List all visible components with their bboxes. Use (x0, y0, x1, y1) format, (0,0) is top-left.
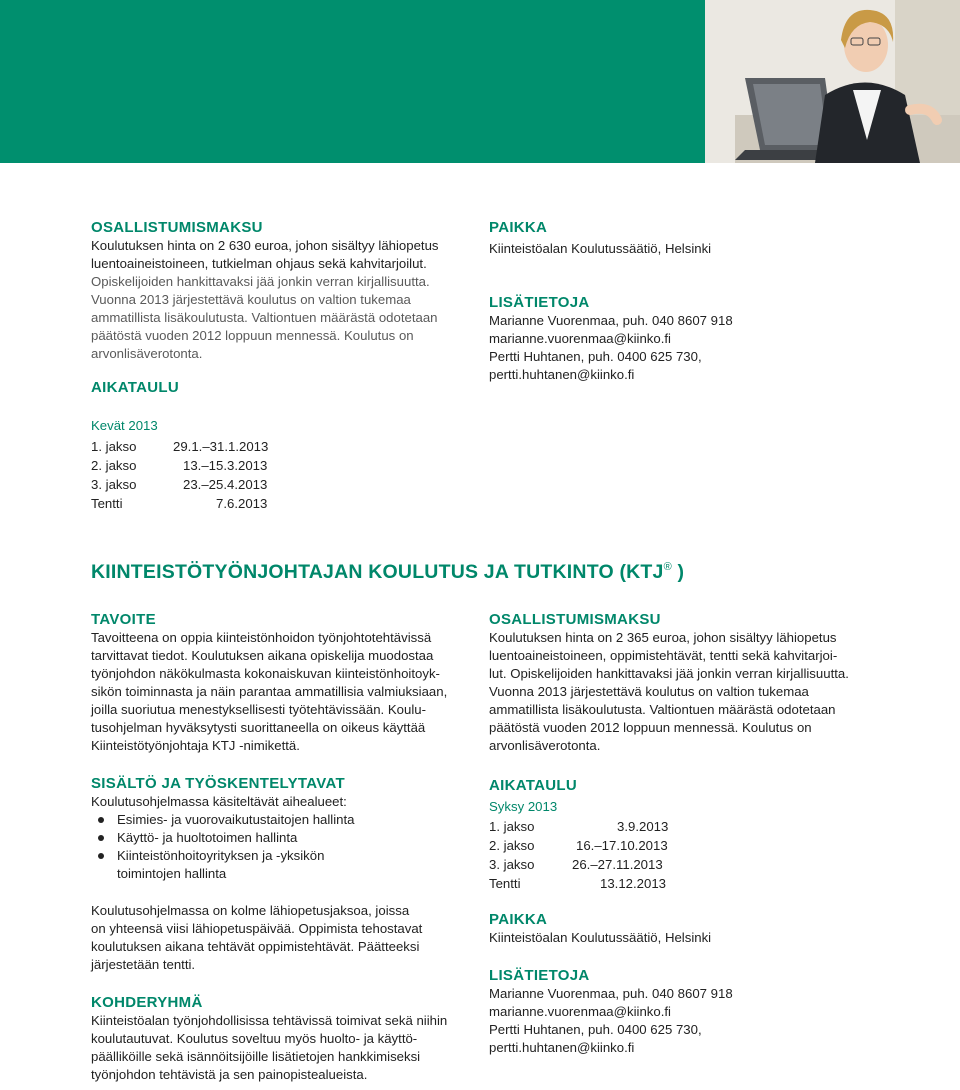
schedule-row: 3. jakso 23.–25.4.2013 (91, 477, 268, 492)
bottom-right-column (489, 611, 889, 1057)
schedule-season: Syksy 2013 (489, 799, 558, 814)
goal-heading: TAVOITE (91, 611, 156, 628)
contact-info: Marianne Vuorenmaa, puh. 040 8607 918 marianne.vuorenmaa@kiinko.fi Pertti Huhtanen, puh. 0400 625 730, pertti.huhtanen@kiinko.fi (489, 313, 733, 382)
schedule-row: 2. jakso 16.–17.10.2013 (489, 838, 668, 853)
content-heading: SISÄLTÖ JA TYÖSKENTELYTAVAT (91, 775, 345, 792)
place-text: Kiinteistöalan Koulutussäätiö, Helsinki (489, 241, 712, 256)
list-item: Esimies- ja vuorovaikutustaitojen hallinta (117, 811, 481, 829)
schedule-row: 2. jakso 13.–15.3.2013 (91, 458, 268, 473)
schedule-row: Tentti 7.6.2013 (91, 496, 268, 511)
schedule-row: 1. jakso 3.9.2013 (489, 819, 669, 834)
place-text: Kiinteistöalan Koulutussäätiö, Helsinki (489, 930, 712, 945)
fee-text: Koulutuksen hinta on 2 365 euroa, johon sisältyy lähiopetus luentoaineistoineen, oppimistehtävät, tentti sekä kahvitarjoi- lut. Opiskelijoiden hankittavaksi jää jonkin verran kirjallisuutta. Vuonna 2013 järjestettävä koulutus on valtion tukemaa ammatillista lisäkoulutusta. Valtiontuen määrästä odotetaan päätöstä vuoden 2012 loppuun mennessä. Koulutus on arvonlisäverotonta. (489, 630, 849, 753)
fee-text: Koulutuksen hinta on 2 630 euroa, johon sisältyy lähiopetus luentoaineistoineen, tutkielman ohjaus sekä kahvitarjoilut. Opiskelijoiden hankittavaksi jää jonkin verran kirjallisuutta. Vuonna 2013 järjestettävä koulutus on valtion tukemaa ammatillista lisäkoulutusta. Valtiontuen määrästä odotetaan päätöstä vuoden 2012 loppuun mennessä. Koulutus on arvonlisäverotonta. (91, 238, 439, 361)
target-text: Kiinteistöalan työnjohdollisissa tehtävissä toimivat sekä niihin koulutautuvat. Koulutus soveltuu myös huolto- ja käyttö- päälliköille sekä isännöitsijöille lisätietojen hankkimiseksi työnjohdon tehtävistä ja sen painopistealueista. (91, 1013, 448, 1082)
content-list (91, 811, 481, 883)
target-heading: KOHDERYHMÄ (91, 994, 203, 1011)
bottom-left-column (91, 611, 481, 1084)
header-banner (0, 0, 705, 163)
schedule-list (91, 437, 471, 513)
schedule-row: Tentti 13.12.2013 (489, 876, 667, 891)
goal-text: Tavoitteena on oppia kiinteistönhoidon työnjohtotehtävissä tarvittavat tiedot. Koulutuksen aikana opiskelija muodostaa työnjohdon näkökulmasta kokonaiskuvan kiinteistönhoitoyk- sikön toiminnasta ja näin parantaa ammatillisia valmiuksiaan, joilla suoriutua menestyksellisesti työtehtävissään. Koulu- tusohjelman hyväksytysti suorittaneella on oikeus käyttää Kiinteistötyönjohtaja KTJ -nimikettä. (91, 630, 448, 753)
list-item: Kiinteistönhoitoyrityksen ja -yksikön toimintojen hallinta (117, 847, 481, 883)
info-heading: LISÄTIETOJA (489, 294, 590, 311)
schedule-heading: AIKATAULU (91, 379, 179, 396)
place-heading: PAIKKA (489, 911, 548, 928)
info-heading: LISÄTIETOJA (489, 967, 590, 984)
contact-info: Marianne Vuorenmaa, puh. 040 8607 918 marianne.vuorenmaa@kiinko.fi Pertti Huhtanen, puh. 0400 625 730, pertti.huhtanen@kiinko.fi (489, 986, 733, 1055)
schedule-heading: AIKATAULU (489, 777, 577, 794)
header-photo (705, 0, 960, 163)
main-title: KIINTEISTÖTYÖNJOHTAJAN KOULUTUS JA TUTKINTO (KTJ® ) (91, 561, 685, 583)
fee-heading: OSALLISTUMISMAKSU (489, 611, 661, 628)
place-heading: PAIKKA (489, 219, 548, 236)
schedule-season: Kevät 2013 (91, 418, 158, 433)
schedule-row: 1. jakso 29.1.–31.1.2013 (91, 439, 269, 454)
top-right-column (489, 219, 889, 384)
schedule-list (489, 817, 889, 893)
content-paragraph: Koulutusohjelmassa on kolme lähiopetusjaksoa, joissa on yhteensä viisi lähiopetuspäivää. Oppimista tehostavat koulutuksen aikana tehtävät oppimistehtävät. Päätteeksi järjestetään tentti. (91, 903, 423, 972)
schedule-row: 3. jakso 26.–27.11.2013 (489, 857, 663, 872)
top-left-column (91, 219, 471, 513)
fee-heading: OSALLISTUMISMAKSU (91, 219, 263, 236)
woman-with-laptop-image (705, 0, 960, 163)
list-item: Käyttö- ja huoltotoimen hallinta (117, 829, 481, 847)
content-intro: Koulutusohjelmassa käsiteltävät aihealueet: (91, 794, 347, 809)
